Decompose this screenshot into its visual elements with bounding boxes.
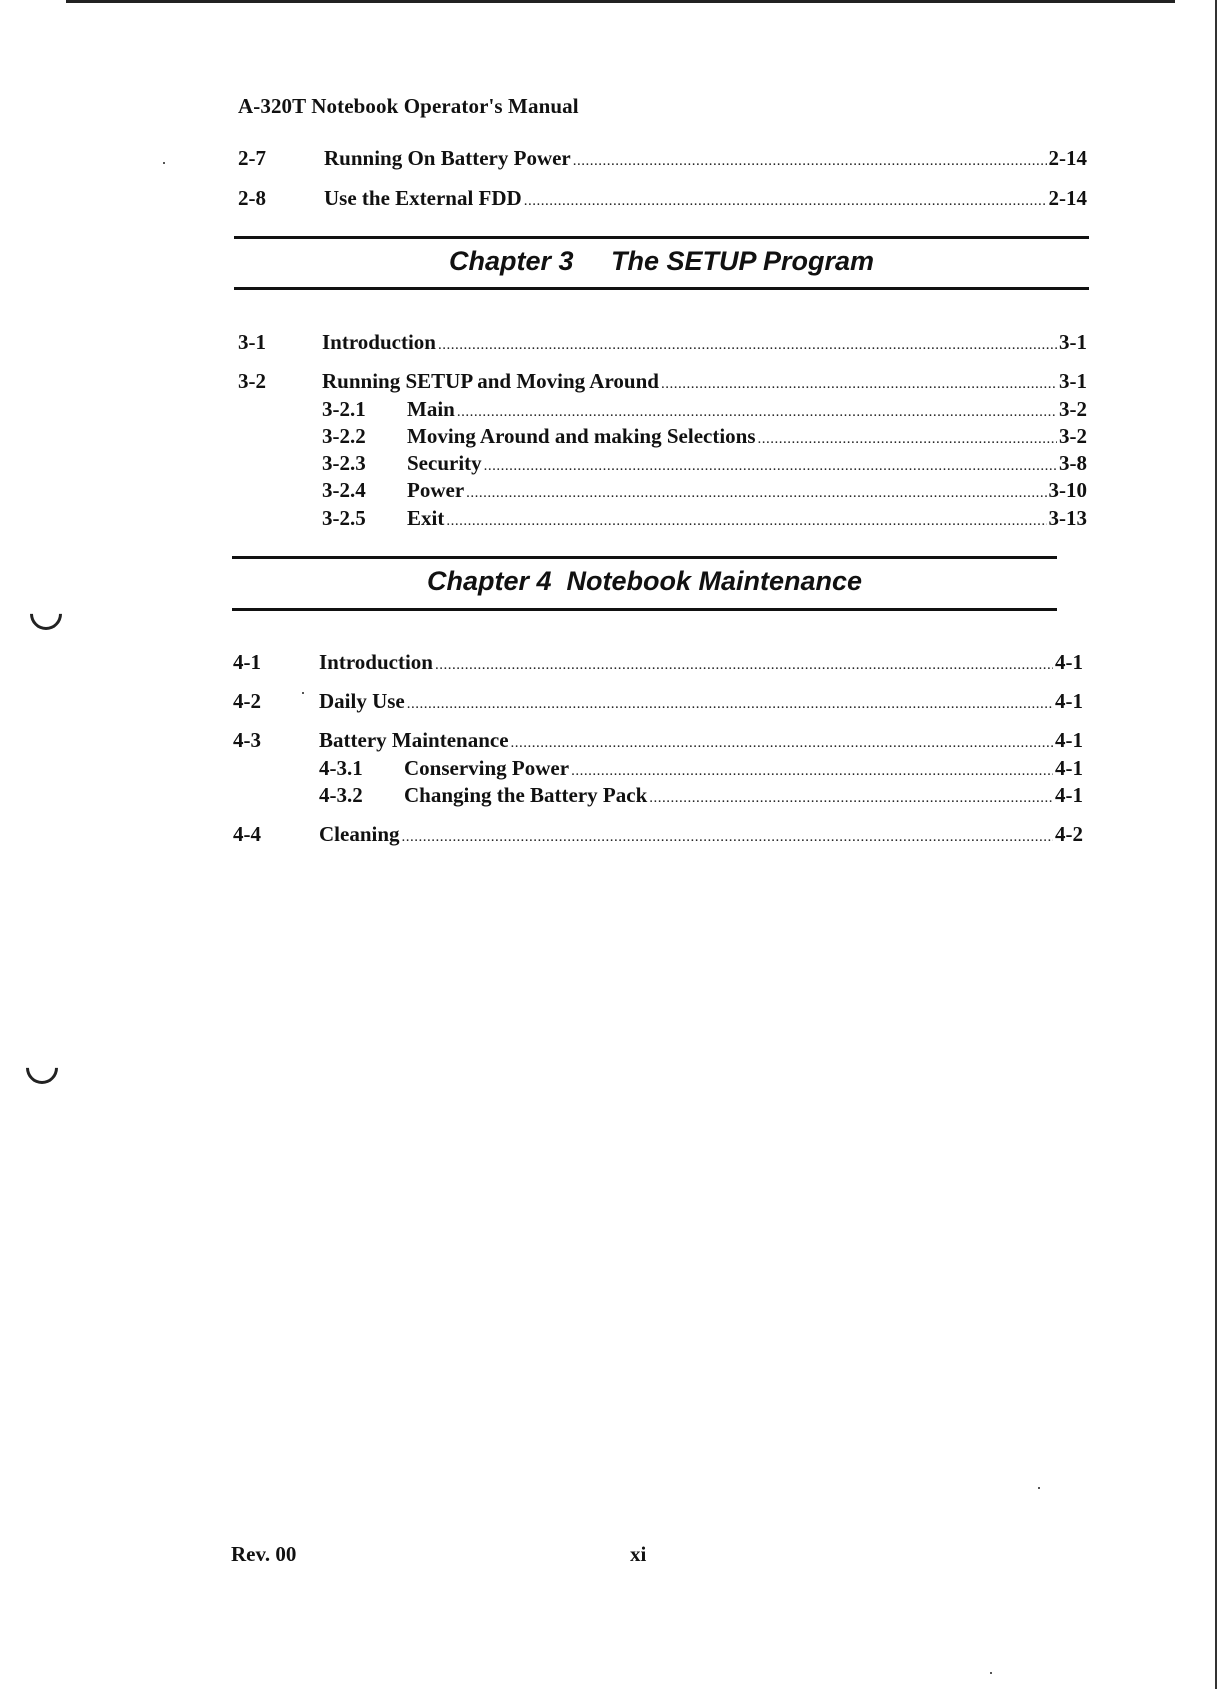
toc-subentry-number: 4-3.1 xyxy=(319,756,363,780)
toc-entry-number: 4-1 xyxy=(233,650,261,674)
dot-leader xyxy=(402,829,1053,846)
right-scan-edge xyxy=(1215,0,1217,1689)
toc-entry-number: 3-2 xyxy=(238,369,266,393)
toc-entry-number: 2-7 xyxy=(238,146,266,170)
toc-subentry-3-2-2 xyxy=(322,424,1087,449)
toc-entry-3-2 xyxy=(238,369,1087,394)
chapter3-heading: Chapter 3 The SETUP Program xyxy=(448,246,875,276)
dot-leader xyxy=(484,458,1057,475)
toc-entry-title: Cleaning xyxy=(319,822,400,846)
binder-hole-mark xyxy=(23,591,68,636)
toc-entry-3-1 xyxy=(238,330,1087,355)
toc-subentry-number: 3-2.5 xyxy=(322,506,366,530)
toc-subentry-number: 3-2.3 xyxy=(322,451,366,475)
chapter3-top-rule xyxy=(234,236,1089,239)
toc-subentry-title: Changing the Battery Pack xyxy=(404,783,648,807)
toc-subentry-page: 3-10 xyxy=(1048,478,1087,502)
chapter4-bottom-rule xyxy=(232,608,1057,611)
scan-speck xyxy=(990,1672,992,1674)
toc-entry-4-3 xyxy=(233,728,1083,753)
toc-subentry-number: 3-2.2 xyxy=(322,424,366,448)
toc-subentry-number: 3-2.4 xyxy=(322,478,366,502)
toc-subentry-title: Conserving Power xyxy=(404,756,570,780)
toc-entry-number: 4-4 xyxy=(233,822,261,846)
toc-entry-title: Use the External FDD xyxy=(324,186,522,210)
dot-leader xyxy=(438,337,1057,354)
toc-subentry-page: 3-8 xyxy=(1059,451,1087,475)
toc-subentry-page: 4-1 xyxy=(1055,783,1083,807)
dot-leader xyxy=(758,431,1057,448)
page-number: xi xyxy=(630,1542,647,1566)
dot-leader xyxy=(435,657,1053,674)
running-head: A-320T Notebook Operator's Manual xyxy=(238,94,579,118)
toc-subentry-3-2-3 xyxy=(322,451,1087,476)
toc-entry-page: 4-1 xyxy=(1055,650,1083,674)
dot-leader xyxy=(661,376,1057,393)
dot-leader xyxy=(649,790,1053,807)
toc-subentry-3-2-5 xyxy=(322,506,1087,531)
dot-leader xyxy=(446,513,1046,530)
toc-subentry-page: 4-1 xyxy=(1055,756,1083,780)
toc-subentry-number: 3-2.1 xyxy=(322,397,366,421)
revision-label: Rev. 00 xyxy=(231,1542,297,1566)
toc-entry-title: Daily Use xyxy=(319,689,405,713)
scan-speck xyxy=(163,162,165,164)
toc-subentry-page: 3-2 xyxy=(1059,397,1087,421)
scan-speck xyxy=(302,692,304,694)
toc-subentry-title: Main xyxy=(407,397,455,421)
toc-entry-4-1 xyxy=(233,650,1083,675)
dot-leader xyxy=(511,735,1053,752)
toc-entry-number: 4-2 xyxy=(233,689,261,713)
toc-entry-page: 4-1 xyxy=(1055,728,1083,752)
scan-speck xyxy=(1038,1487,1040,1489)
toc-entry-page: 2-14 xyxy=(1048,186,1087,210)
chapter4-heading: Chapter 4 Notebook Maintenance xyxy=(426,566,863,596)
toc-subentry-3-2-4 xyxy=(322,478,1087,503)
toc-subentry-page: 3-13 xyxy=(1048,506,1087,530)
toc-entry-page: 3-1 xyxy=(1059,330,1087,354)
dot-leader xyxy=(573,153,1047,170)
toc-entry-page: 4-2 xyxy=(1055,822,1083,846)
toc-subentry-title: Moving Around and making Selections xyxy=(407,424,756,448)
dot-leader xyxy=(571,763,1053,780)
toc-subentry-title: Exit xyxy=(407,506,445,530)
chapter4-top-rule xyxy=(232,556,1057,559)
toc-subentry-title: Security xyxy=(407,451,482,475)
toc-entry-number: 2-8 xyxy=(238,186,266,210)
toc-subentry-4-3-1 xyxy=(319,756,1083,781)
toc-entry-title: Battery Maintenance xyxy=(319,728,509,752)
dot-leader xyxy=(466,485,1046,502)
toc-subentry-page: 3-2 xyxy=(1059,424,1087,448)
toc-entry-2-8 xyxy=(238,186,1087,211)
top-scan-rule xyxy=(66,0,1175,3)
toc-subentry-title: Power xyxy=(407,478,465,502)
binder-hole-mark xyxy=(19,1045,64,1090)
dot-leader xyxy=(524,193,1047,210)
toc-subentry-number: 4-3.2 xyxy=(319,783,363,807)
toc-entry-number: 4-3 xyxy=(233,728,261,752)
toc-entry-2-7 xyxy=(238,146,1087,171)
toc-entry-4-4 xyxy=(233,822,1083,847)
toc-entry-page: 2-14 xyxy=(1048,146,1087,170)
toc-entry-title: Introduction xyxy=(322,330,436,354)
toc-entry-number: 3-1 xyxy=(238,330,266,354)
toc-entry-title: Running SETUP and Moving Around xyxy=(322,369,659,393)
toc-subentry-4-3-2 xyxy=(319,783,1083,808)
dot-leader xyxy=(407,696,1053,713)
dot-leader xyxy=(457,404,1057,421)
toc-entry-title: Running On Battery Power xyxy=(324,146,571,170)
toc-entry-page: 3-1 xyxy=(1059,369,1087,393)
toc-entry-title: Introduction xyxy=(319,650,433,674)
toc-entry-4-2 xyxy=(233,689,1083,714)
toc-entry-page: 4-1 xyxy=(1055,689,1083,713)
chapter3-bottom-rule xyxy=(234,287,1089,290)
toc-subentry-3-2-1 xyxy=(322,397,1087,422)
